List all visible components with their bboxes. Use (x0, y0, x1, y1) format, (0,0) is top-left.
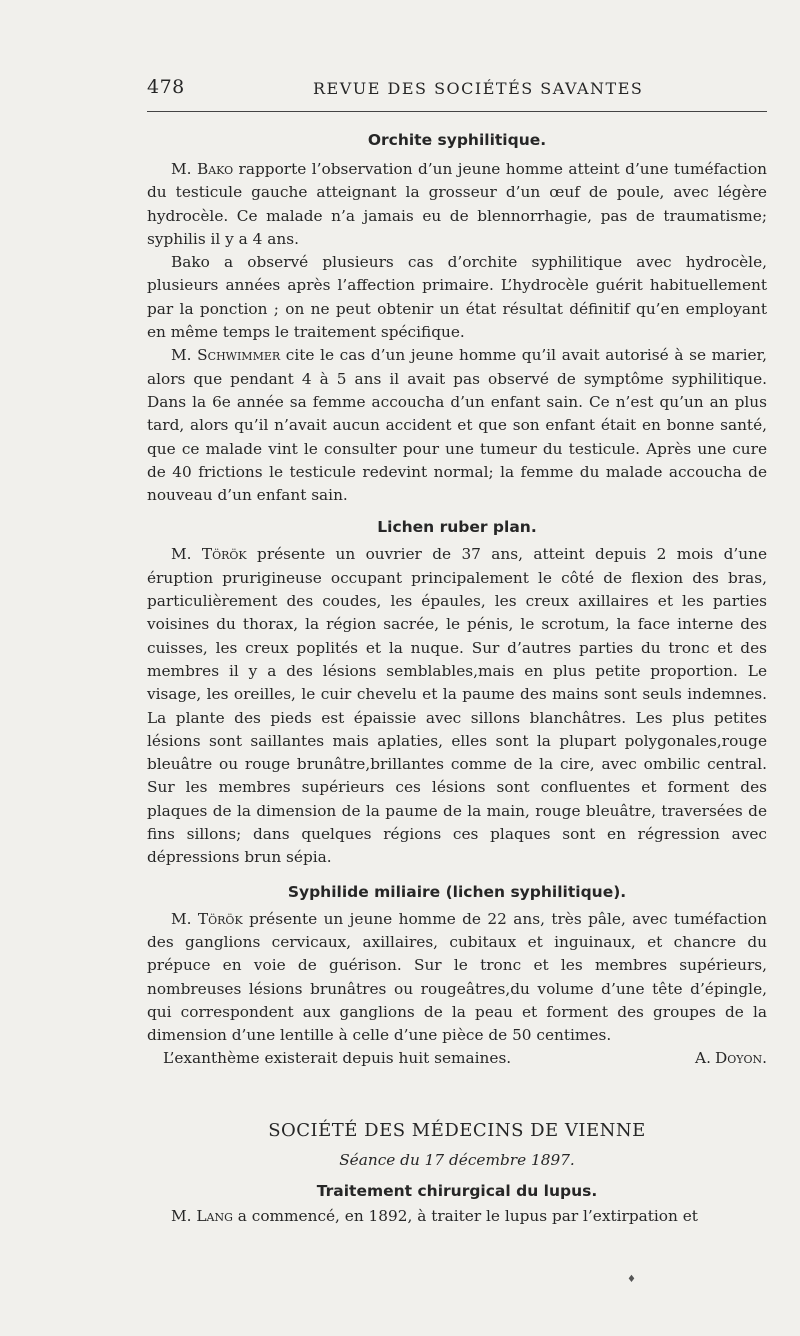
signature: A. Doyon. (695, 1049, 767, 1068)
paragraph: M. Schwimmer cite le cas d’un jeune homme qu’il avait autorisé à se marier, alors que pendant 4 à 5 ans il avait pas observé de symptôme syphilitique. Dans la 6e année sa femme accoucha d’un enfant sain. Ce n’est qu’un an plus tard, alors qu’il n’avait aucun accident et que son enfant était en bonne santé, que ce malade vint le consulter pour une tumeur du testicule. Après une cure de 40 frictions le testicule redevint normal; la femme du malade accoucha de nouveau d’un enfant sain. (147, 346, 768, 505)
header-rule (147, 111, 767, 112)
closing-text: L’exanthème existerait depuis huit semaines. (163, 1049, 512, 1068)
printer-mark: ♦ (627, 1274, 636, 1285)
journal-title: REVUE DES SOCIÉTÉS SAVANTES (313, 79, 644, 98)
section-title-syphilide: Syphilide miliaire (lichen syphilitique). (287, 882, 627, 901)
author-name: Bako (196, 160, 234, 178)
running-head (147, 70, 767, 104)
closing-line (147, 1047, 767, 1070)
section-title-lichen: Lichen ruber plan. (377, 518, 537, 537)
page (147, 70, 767, 1228)
paragraph: M. Török présente un jeune homme de 22 ans, très pâle, avec tuméfaction des ganglions cervicaux, axillaires, cubitaux et inguinaux, et chancre du prépuce en voie de guérison. Sur le tronc et les membres supérieurs, nombreuses lésions brunâtres ou rougeâtres,du volume d’une tête d’épingle, qui correspondent aux ganglions de la peau et forment des groupes de la dimension d’une lentille à celle d’une pièce de 50 centimes. (147, 909, 767, 1045)
society-heading: SOCIÉTÉ DES MÉDECINS DE VIENNE (268, 1119, 646, 1141)
author-name: Lang (196, 1206, 233, 1225)
paragraph: Bako a observé plusieurs cas d’orchite syphilitique avec hydrocèle, plusieurs années après l’affection primaire. L’hydrocèle guérit habituellement par la ponction ; on ne peut obtenir un état résultat définitif qu’en employant en même temps le traitement spécifique. (147, 253, 767, 342)
page-number: 478 (147, 76, 185, 98)
paragraph: M. Bako rapporte l’observation d’un jeune homme atteint d’une tuméfaction du testicule gauche atteignant la grosseur d’un œuf de poule, avec légère hydrocèle. Ce malade n’a jamais eu de blennorrhagie, pas de traumatisme; syphilis il y a 4 ans. (147, 160, 768, 248)
session-date: Séance du 17 décembre 1897. (339, 1150, 575, 1169)
section-title-orchite: Orchite syphilitique. (367, 131, 547, 149)
paragraph: M. Török présente un ouvrier de 37 ans, atteint depuis 2 mois d’une éruption prurigineuse occupant principalement le côté de flexion des bras, particulièrement des coudes, les épaules, les creux axillaires et les parties voisines du thorax, la région sacrée, le pénis, le scrotum, la face interne des cuisses, les creux poplités et la nuque. Sur d’autres parties du tronc et des membres il y a des lésions semblables,mais en plus petite proportion. Le visage, les oreilles, le cuir chevelu et la paume des mains sont seuls indemnes. La plante des pieds est épaissie avec sillons blanchâtres. Les plus petites lésions sont saillantes mais aplaties, elles sont la plupart polygonales,rouge bleuâtre ou rouge brunâtre,brillantes comme de la cire, avec ombilic central. Sur les membres supérieurs ces lésions sont confluentes et forment des plaques de la dimension de la paume de la main, rouge bleuâtre, traversées de fins sillons; dans quelques régions ces plaques sont en régression avec dépressions brun sépia. (147, 545, 768, 867)
section-title-lupus: Traitement chirurgical du lupus. (316, 1181, 598, 1200)
author-name: Schwimmer (197, 346, 281, 365)
author-name: Török (201, 545, 247, 564)
paragraph: M. Lang a commencé, en 1892, à traiter le lupus par l’extirpation et (171, 1206, 698, 1225)
author-name: Török (197, 909, 243, 928)
